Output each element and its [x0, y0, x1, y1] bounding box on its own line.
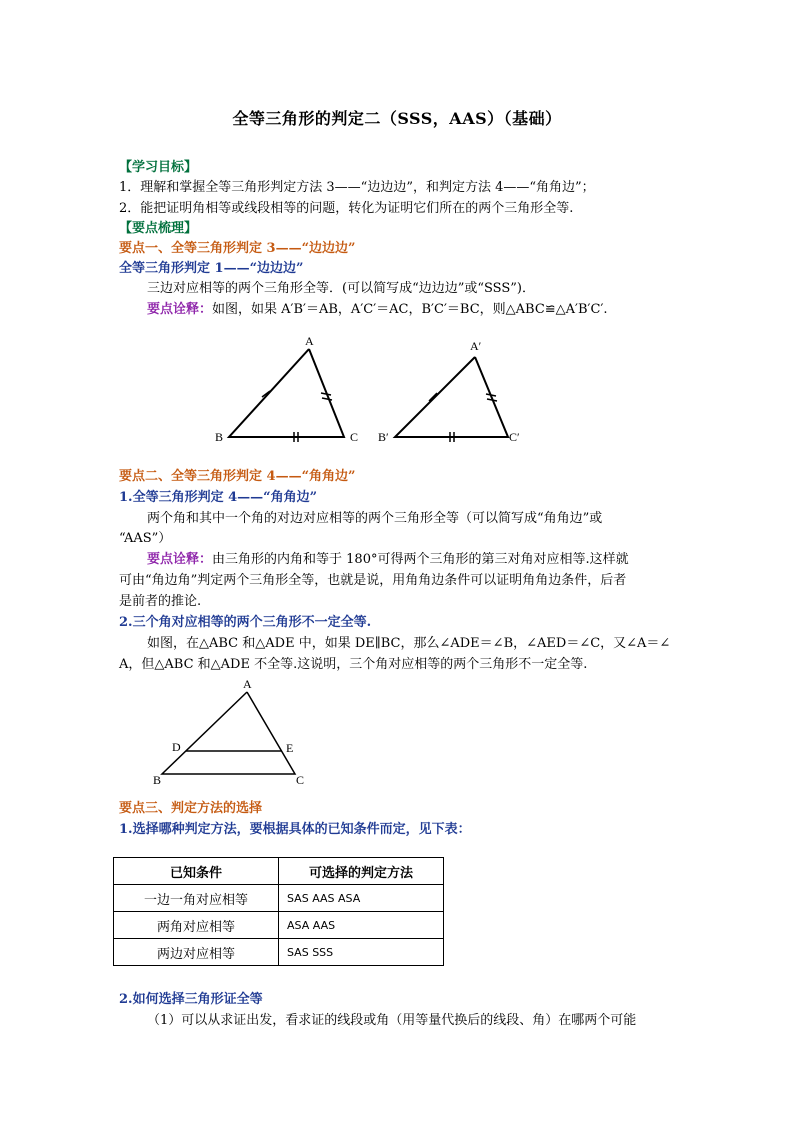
- label-a-prime: A′: [470, 339, 482, 353]
- conditions-table: [113, 857, 444, 966]
- label-b-prime: B′: [378, 430, 389, 444]
- point1-subheading: 全等三角形判定 1——“边边边”: [119, 261, 304, 276]
- table-row: [114, 912, 444, 939]
- sss-triangles-figure: [200, 330, 540, 450]
- label-b: B: [153, 773, 162, 787]
- table-header-row: [114, 858, 444, 885]
- label-a: A: [243, 677, 252, 691]
- label-c-prime: C′: [509, 430, 520, 444]
- point2-body1-line1: 两个角和其中一个角的对边对应相等的两个三角形全等（可以简写成“角角边”或: [147, 511, 603, 526]
- points-heading: 【要点梳理】: [119, 221, 198, 236]
- point1-note: [147, 298, 608, 317]
- note-text: 如图，如果 A′B′＝AB，A′C′＝AC，B′C′＝BC，则△ABC≌△A′B′C′.: [212, 302, 608, 317]
- point3-sub1: 1.选择哪种判定方法，要根据具体的已知条件而定，见下表：: [119, 822, 471, 837]
- triangle-abc: [162, 692, 295, 774]
- point2-note-line2: 可由“角边角”判定两个三角形全等，也就是说，用角角边条件可以证明角角边条件，后者: [119, 573, 627, 588]
- goal-item-1: 1．理解和掌握全等三角形判定方法 3——“边边边”，和判定方法 4——“角角边”；: [119, 180, 595, 195]
- label-d: D: [172, 740, 181, 754]
- point2-body1-line2: “AAS”）: [119, 531, 172, 546]
- table-cell: SAS AAS ASA: [279, 885, 444, 912]
- page-title: 全等三角形的判定二（SSS，AAS）（基础）: [232, 109, 562, 128]
- point2-body2-line1: 如图，在△ABC 和△ADE 中，如果 DE∥BC，那么∠ADE＝∠B，∠AED＝∠C，又∠A＝∠: [147, 636, 671, 651]
- point3-heading: 要点三、判定方法的选择: [119, 801, 263, 816]
- point1-heading: 要点一、全等三角形判定 3——“边边边”: [119, 241, 356, 256]
- note-text: 由三角形的内角和等于 180°可得两个三角形的第三对角对应相等.这样就: [212, 552, 629, 567]
- point2-body2-line2: A，但△ABC 和△ADE 不全等.这说明，三个角对应相等的两个三角形不一定全等.: [119, 657, 588, 672]
- label-b: B: [215, 430, 224, 444]
- point3-sub2: 2.如何选择三角形证全等: [119, 992, 263, 1007]
- triangle-abc-prime: [378, 339, 520, 444]
- table-cell: ASA AAS: [279, 912, 444, 939]
- table-cell: 两角对应相等: [114, 912, 279, 939]
- point1-body: 三边对应相等的两个三角形全等．(可以简写成“边边边”或“SSS”)．: [147, 281, 535, 296]
- label-e: E: [286, 741, 294, 755]
- table-row: [114, 885, 444, 912]
- point2-sub1: 1.全等三角形判定 4——“角角边”: [119, 490, 318, 505]
- point2-note-line3: 是前者的推论.: [119, 594, 202, 609]
- table-cell: 两边对应相等: [114, 939, 279, 966]
- label-c: C: [350, 430, 359, 444]
- point2-heading: 要点二、全等三角形判定 4——“角角边”: [119, 469, 356, 484]
- table-header: 可选择的判定方法: [279, 858, 444, 885]
- table-cell: SAS SSS: [279, 939, 444, 966]
- goals-heading: 【学习目标】: [119, 160, 198, 175]
- note-label: 要点诠释：: [147, 302, 213, 317]
- similar-triangles-figure: [145, 672, 315, 792]
- point3-body-line1: （1）可以从求证出发，看求证的线段或角（用等量代换后的线段、角）在哪两个可能: [147, 1013, 637, 1028]
- point2-note-line1: [147, 548, 629, 567]
- label-c: C: [296, 773, 305, 787]
- table-row: [114, 939, 444, 966]
- table-header: 已知条件: [114, 858, 279, 885]
- triangle-abc: [215, 334, 358, 444]
- note-label: 要点诠释：: [147, 552, 213, 567]
- label-a: A: [305, 334, 314, 348]
- table-cell: 一边一角对应相等: [114, 885, 279, 912]
- point2-sub2: 2.三个角对应相等的两个三角形不一定全等.: [119, 615, 372, 630]
- goal-item-2: 2．能把证明角相等或线段相等的问题，转化为证明它们所在的两个三角形全等.: [119, 201, 574, 216]
